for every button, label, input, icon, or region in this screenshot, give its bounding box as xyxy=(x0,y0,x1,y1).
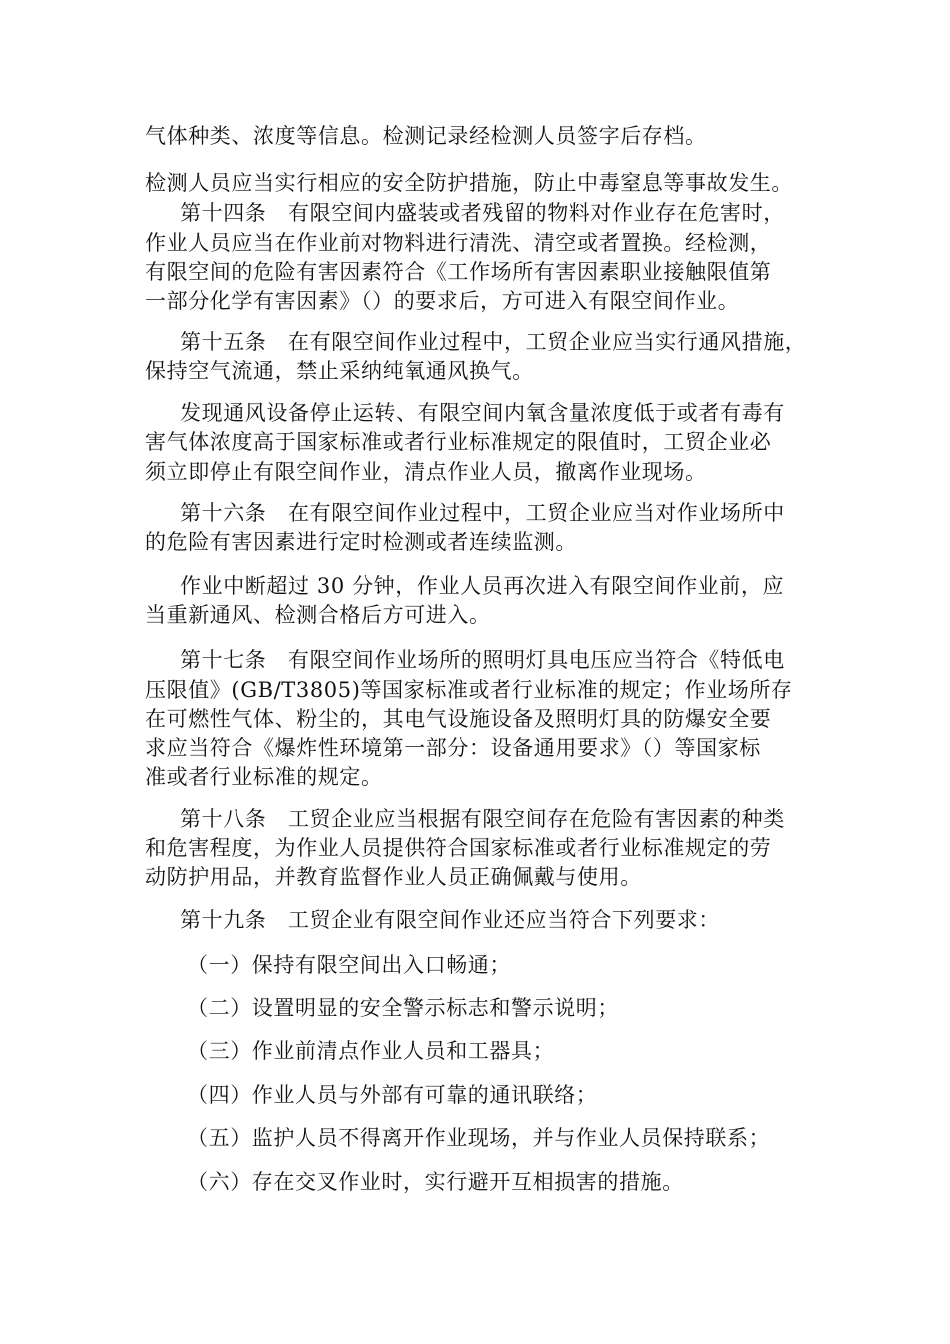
text-line: 准或者行业标准的规定。 xyxy=(145,765,383,789)
list-item: （二）设置明显的安全警示标志和警示说明； xyxy=(187,996,619,1020)
text-line: 一部分化学有害因素》（）的要求后，方可进入有限空间作业。 xyxy=(145,289,740,313)
list-item: （五）监护人员不得离开作业现场，并与作业人员保持联系； xyxy=(187,1126,771,1150)
article-15-heading-line: 第十五条 在有限空间作业过程中，工贸企业应当实行通风措施， xyxy=(180,330,807,354)
text-line: 气体种类、浓度等信息。检测记录经检测人员签字后存档。 xyxy=(145,124,707,148)
text-line: 的危险有害因素进行定时检测或者连续监测。 xyxy=(145,530,577,554)
article-19-heading-line: 第十九条 工贸企业有限空间作业还应当符合下列要求： xyxy=(180,908,720,932)
text-line: 动防护用品，并教育监督作业人员正确佩戴与使用。 xyxy=(145,865,642,889)
text-line: 须立即停止有限空间作业，清点作业人员，撤离作业现场。 xyxy=(145,460,707,484)
text-line: 发现通风设备停止运转、有限空间内氧含量浓度低于或者有毒有 xyxy=(180,401,785,425)
article-14-heading-line: 第十四条 有限空间内盛装或者残留的物料对作业存在危害时， xyxy=(180,201,785,225)
text-line: 有限空间的危险有害因素符合《工作场所有害因素职业接触限值第 xyxy=(145,260,772,284)
text-line: 和危害程度，为作业人员提供符合国家标准或者行业标准规定的劳 xyxy=(145,836,772,860)
text-line: 害气体浓度高于国家标准或者行业标准规定的限值时，工贸企业必 xyxy=(145,430,772,454)
list-item: （三）作业前清点作业人员和工器具； xyxy=(187,1039,555,1063)
list-item: （六）存在交叉作业时，实行避开互相损害的措施。 xyxy=(187,1170,684,1194)
text-line: 当重新通风、检测合格后方可进入。 xyxy=(145,603,491,627)
text-line: 求应当符合《爆炸性环境第一部分：设备通用要求》（）等国家标 xyxy=(145,736,761,760)
text-line: 作业人员应当在作业前对物料进行清洗、清空或者置换。经检测， xyxy=(145,231,772,255)
list-item: （一）保持有限空间出入口畅通； xyxy=(187,953,511,977)
text-line: 作业中断超过 30 分钟，作业人员再次进入有限空间作业前，应 xyxy=(180,574,785,598)
list-item: （四）作业人员与外部有可靠的通讯联络； xyxy=(187,1083,598,1107)
text-line: 压限值》(GB/T3805)等国家标准或者行业标准的规定；作业场所存 xyxy=(145,678,793,702)
article-16-heading-line: 第十六条 在有限空间作业过程中，工贸企业应当对作业场所中 xyxy=(180,501,785,525)
article-18-heading-line: 第十八条 工贸企业应当根据有限空间存在危险有害因素的种类 xyxy=(180,807,785,831)
text-line: 保持空气流通，禁止采纳纯氧通风换气。 xyxy=(145,359,534,383)
text-line: 在可燃性气体、粉尘的，其电气设施设备及照明灯具的防爆安全要 xyxy=(145,707,772,731)
article-17-heading-line: 第十七条 有限空间作业场所的照明灯具电压应当符合《特低电 xyxy=(180,648,785,672)
text-line: 检测人员应当实行相应的安全防护措施，防止中毒窒息等事故发生。 xyxy=(145,171,793,195)
